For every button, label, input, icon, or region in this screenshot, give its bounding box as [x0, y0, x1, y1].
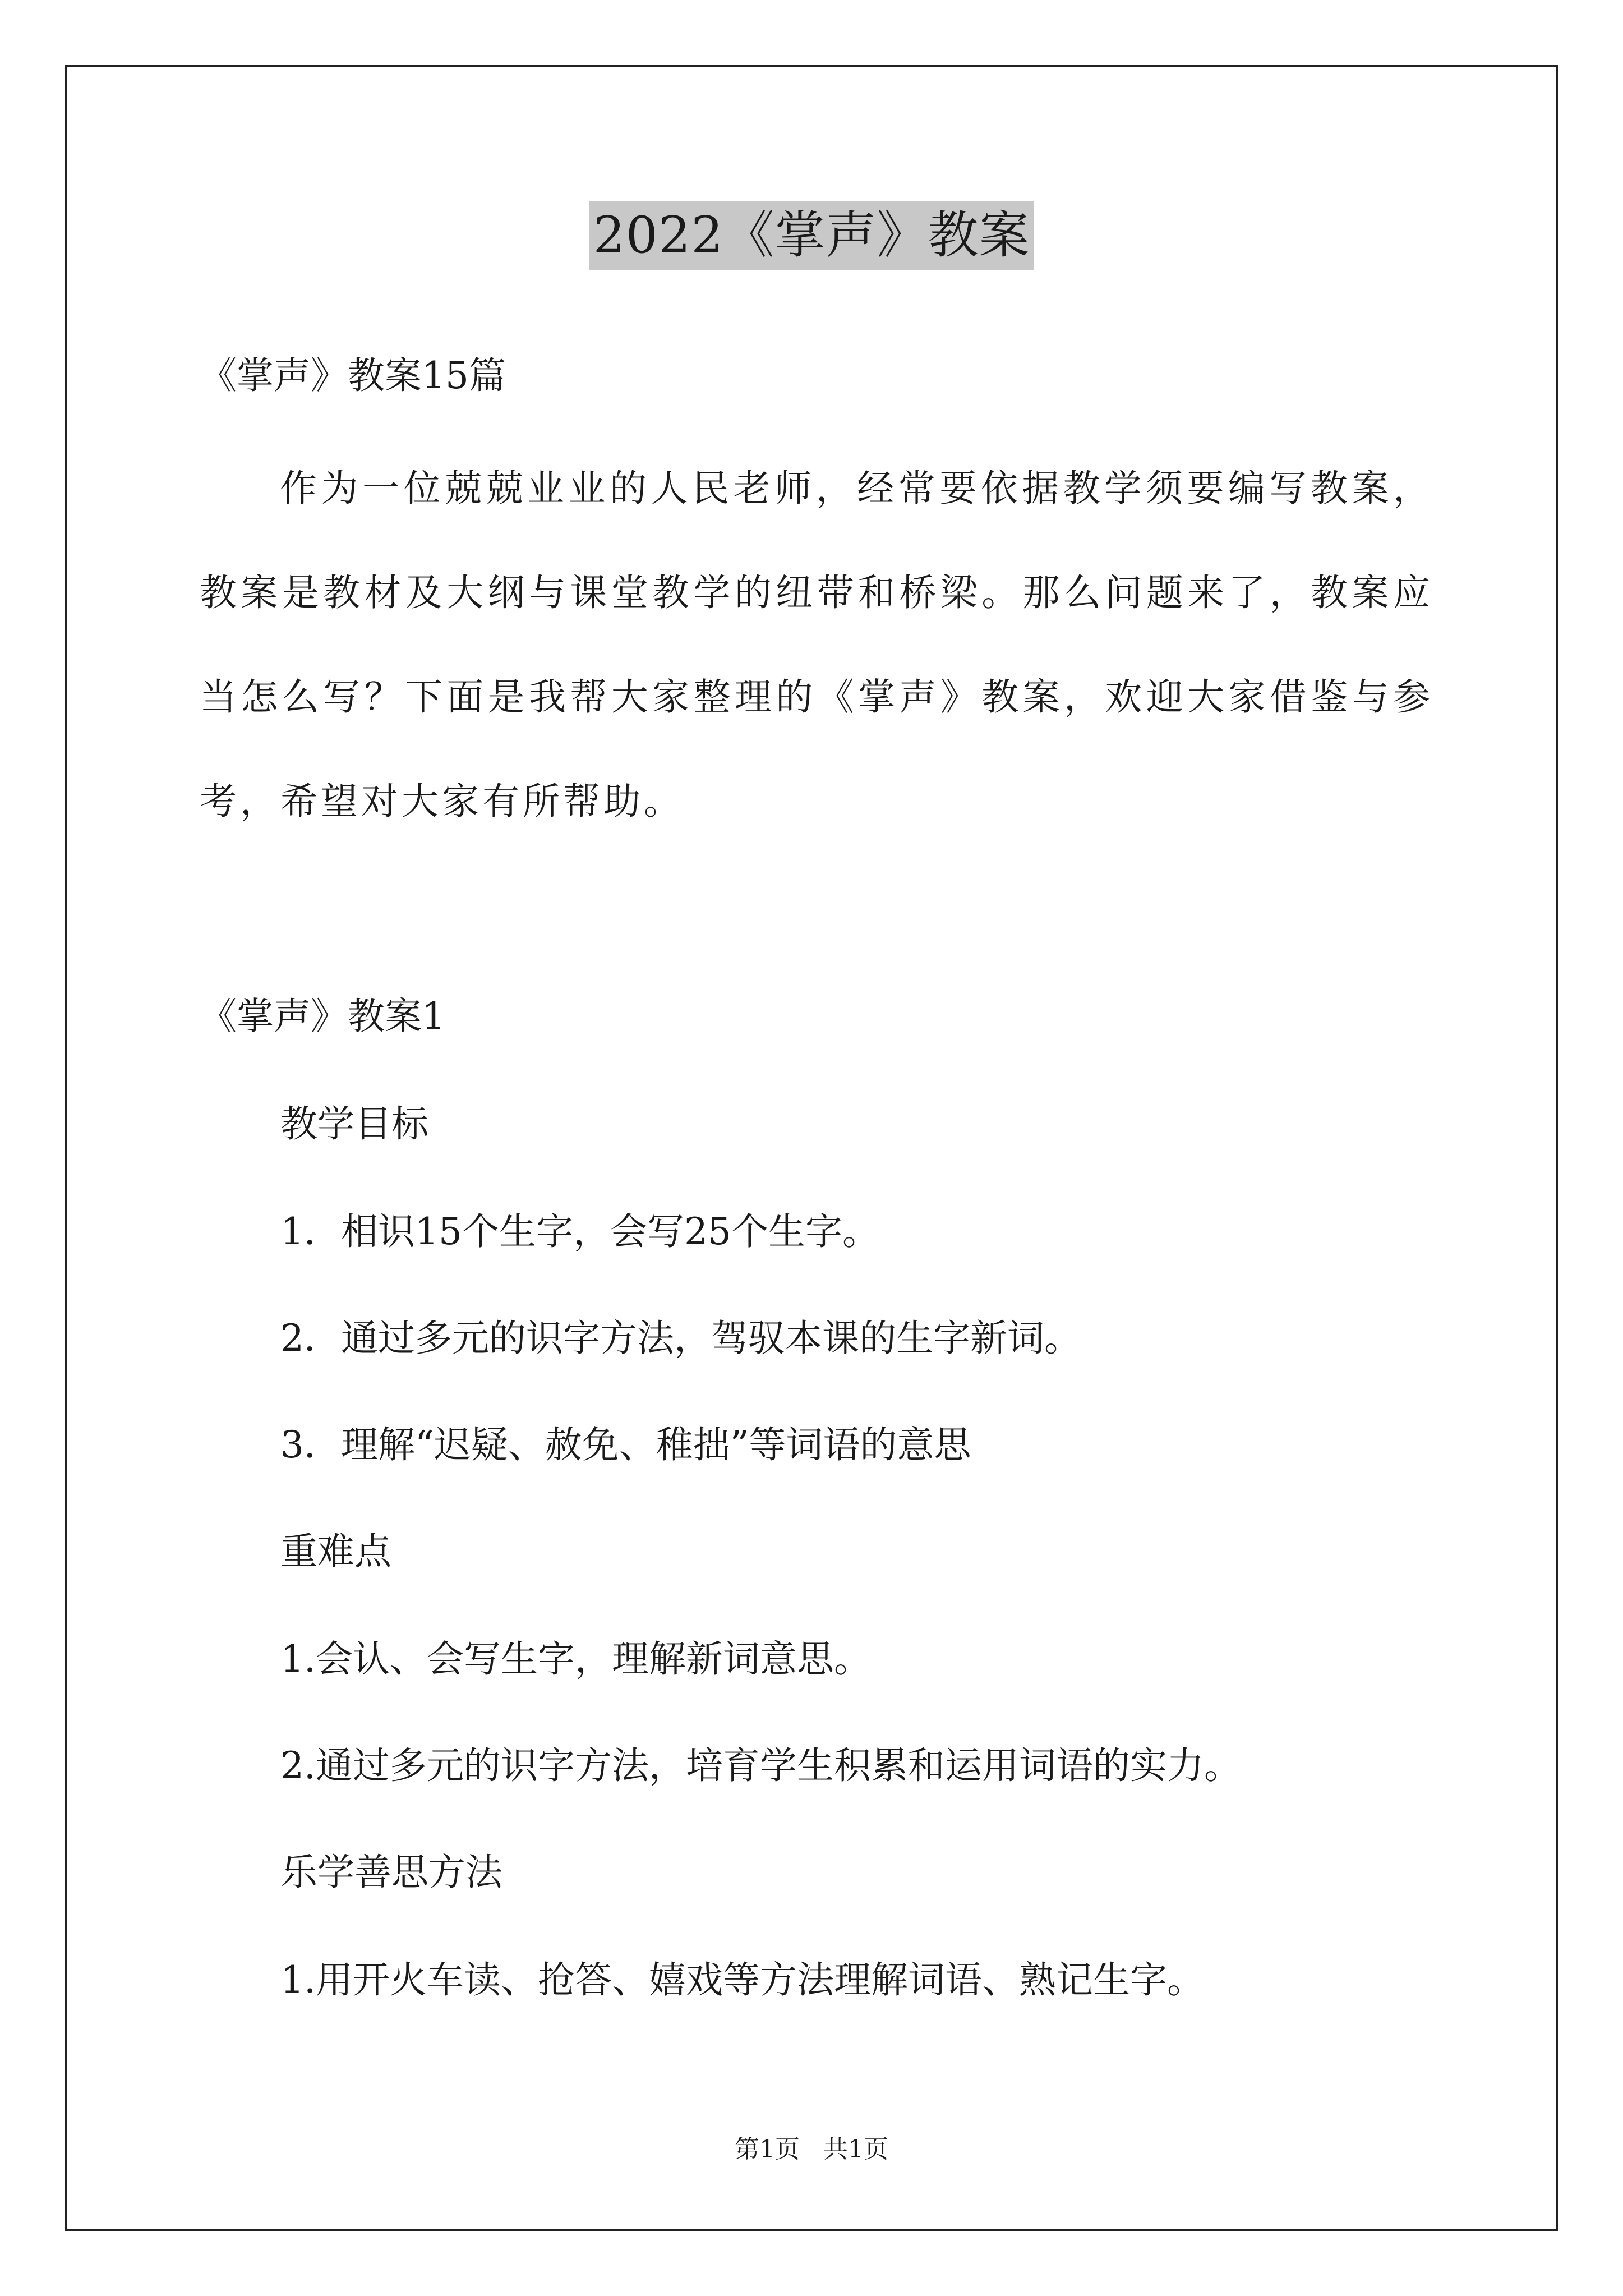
section-heading: 《掌声》教案1: [200, 995, 445, 1038]
goal-item-3: 3．理解“迟疑、赦免、稚拙”等词语的意思: [280, 1423, 971, 1466]
goal-item-2: 2．通过多元的识字方法，驾驭本课的生字新词。: [280, 1317, 1081, 1360]
page-footer: 第1页 共1页: [735, 2135, 888, 2164]
method-item-1: 1.用开火车读、抢答、嬉戏等方法理解词语、熟记生字。: [280, 1958, 1204, 2001]
document-subtitle: 《掌声》教案15篇: [200, 354, 506, 397]
document-title-container: [0, 201, 1623, 270]
goals-heading: 教学目标: [280, 1102, 428, 1145]
key-point-item-1: 1.会认、会写生字，理解新词意思。: [280, 1637, 871, 1681]
methods-heading: 乐学善思方法: [280, 1851, 502, 1894]
goal-item-1: 1．相识15个生字，会写25个生字。: [280, 1210, 879, 1253]
intro-paragraph: 作为一位兢兢业业的人民老师，经常要依据教学须要编写教案，教案是教材及大纲与课堂教学的纽带和桥梁。那么问题来了，教案应当怎么写？下面是我帮大家整理的《掌声》教案，欢迎大家借鉴与参考，希望对大家有所帮助。: [200, 467, 1433, 823]
key-points-heading: 重难点: [280, 1530, 391, 1573]
document-title: 2022《掌声》教案: [589, 201, 1033, 270]
key-point-item-2: 2.通过多元的识字方法，培育学生积累和运用词语的实力。: [280, 1744, 1241, 1787]
